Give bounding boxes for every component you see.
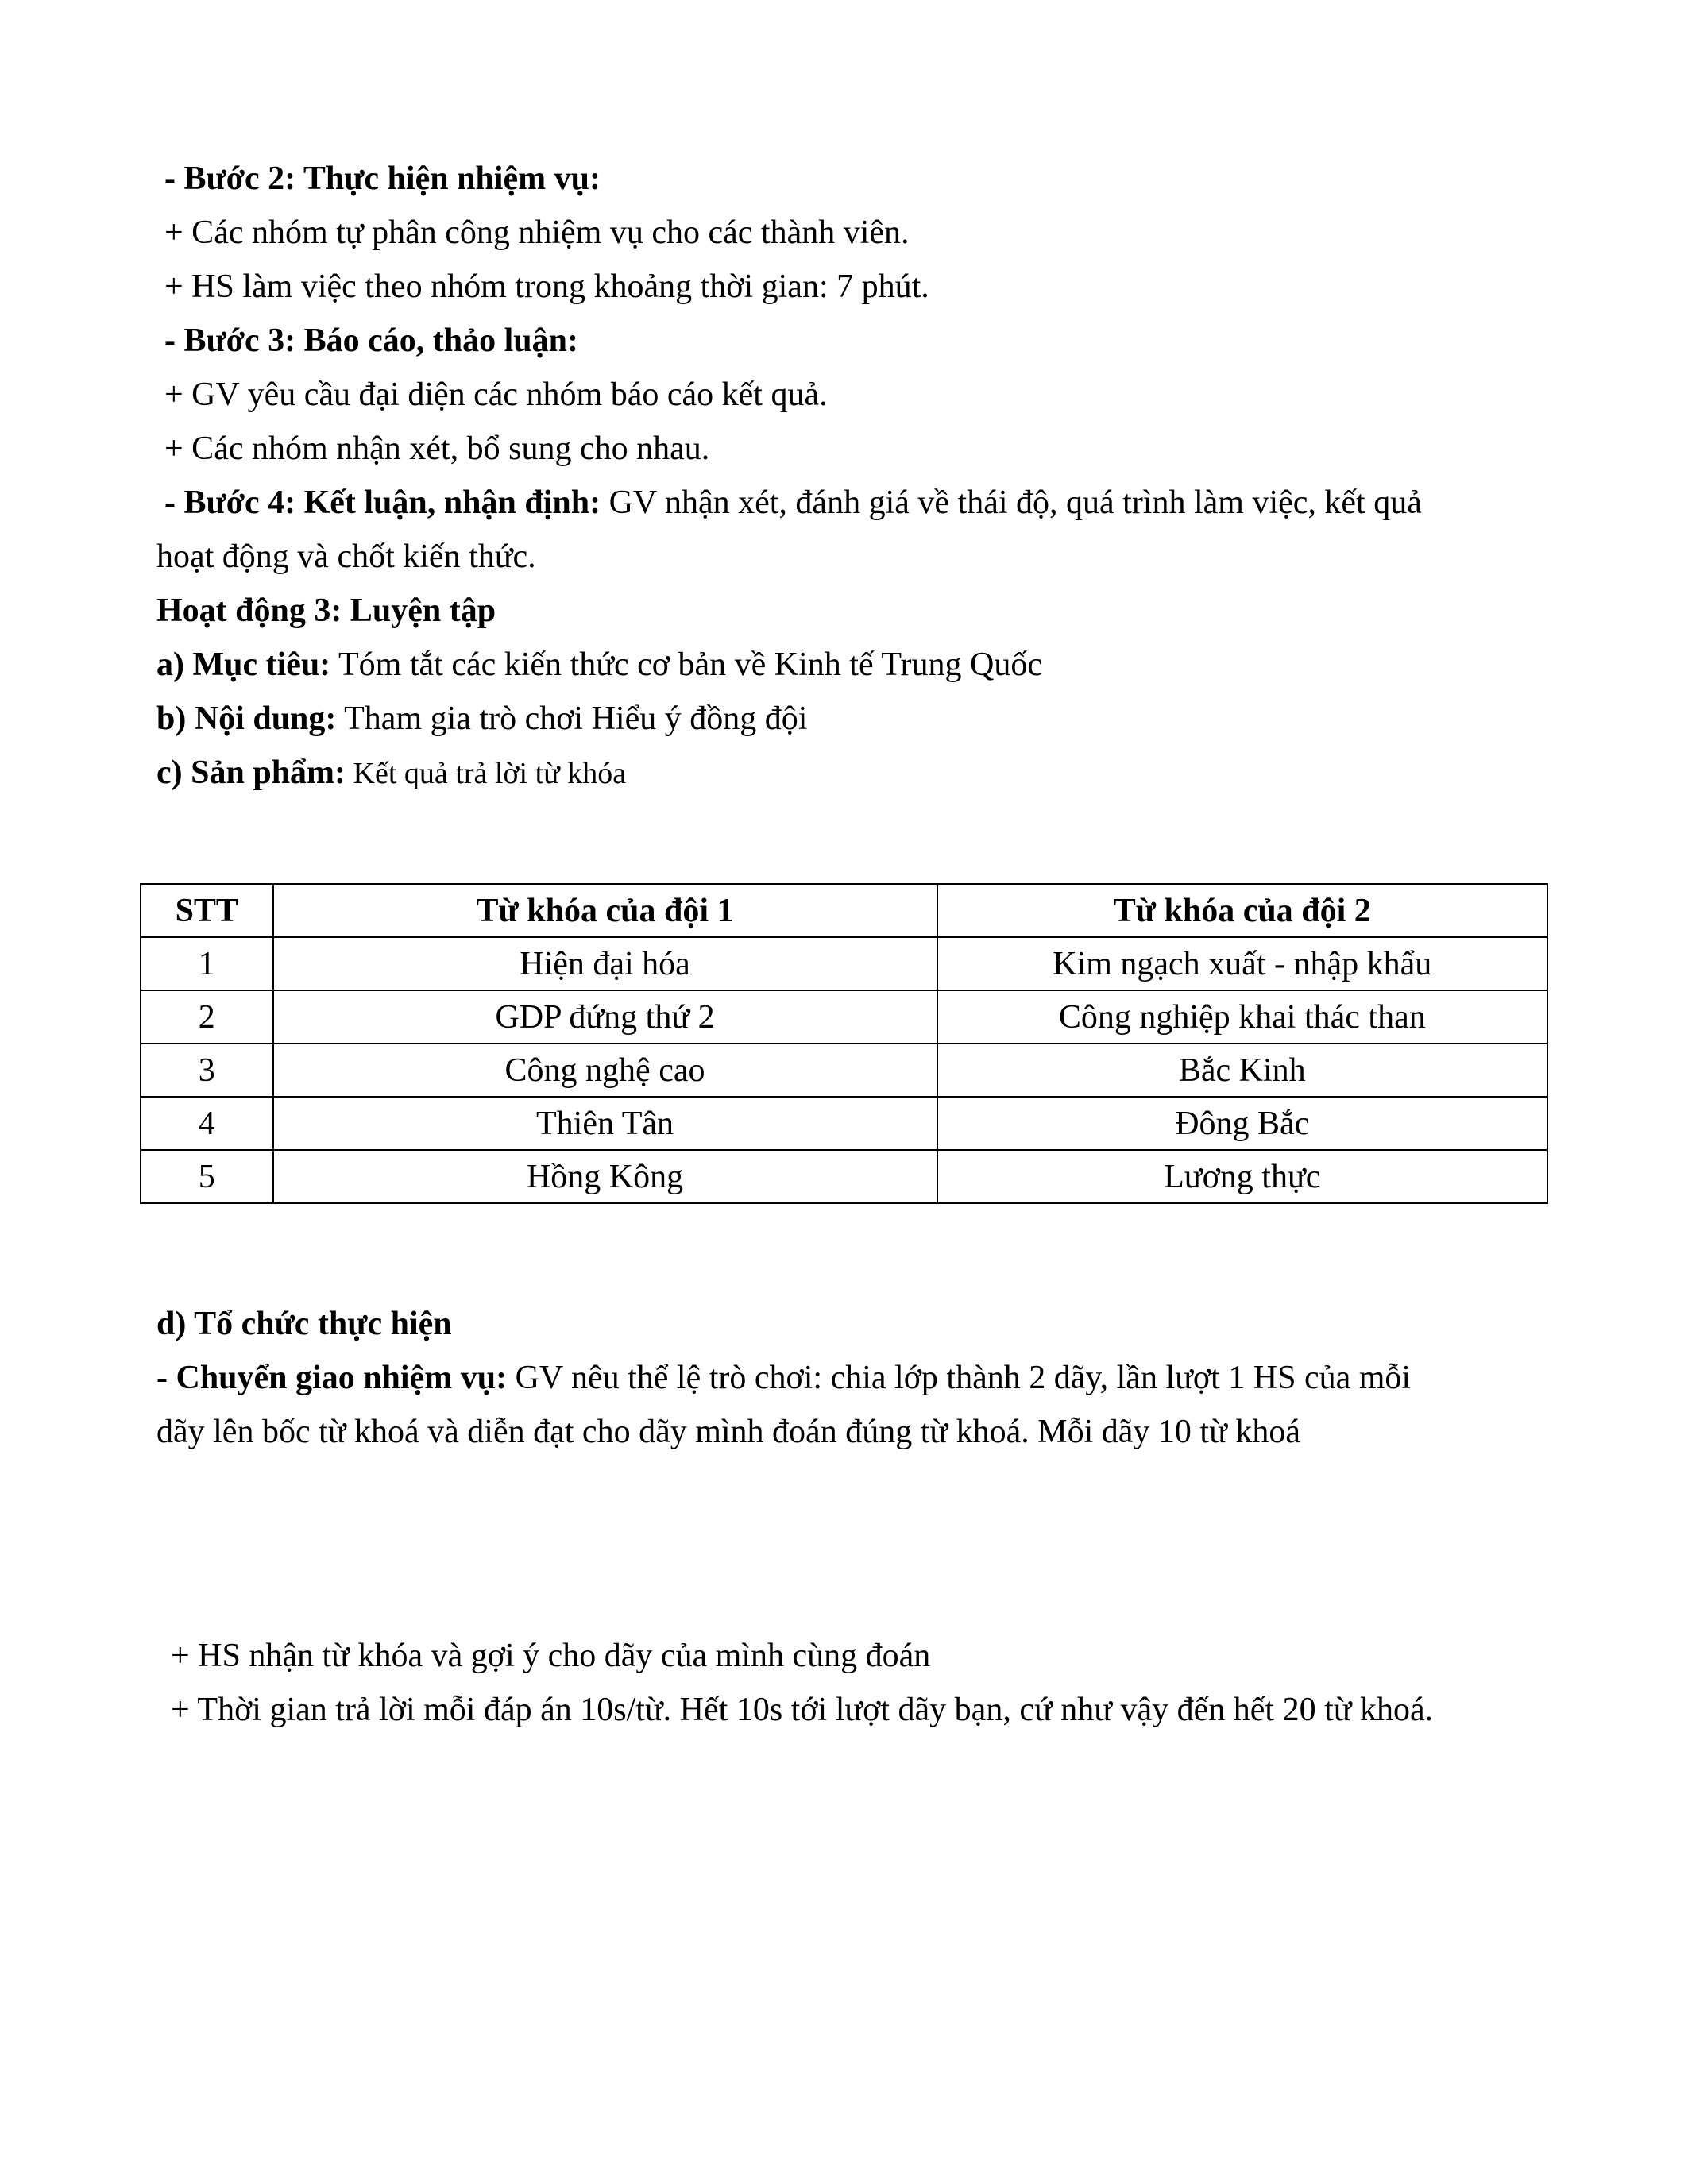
organize-title: d) Tổ chức thực hiện — [156, 1306, 452, 1342]
cell-stt: 1 — [141, 937, 273, 990]
cell-team-2: Kim ngạch xuất - nhập khẩu — [937, 937, 1547, 990]
header-team-1: Từ khóa của đội 1 — [273, 884, 937, 937]
step2-item-1: + Các nhóm tự phân công nhiệm vụ cho các thành viên. — [164, 214, 910, 251]
organize-task-text-2: dãy lên bốc từ khoá và diễn đạt cho dãy mình đoán đúng từ khoá. Mỗi dãy 10 từ khoá — [156, 1414, 1300, 1450]
cell-stt: 4 — [141, 1097, 273, 1150]
table-header-row — [141, 884, 1547, 937]
step4-label: - Bước 4: Kết luận, nhận định: — [164, 484, 601, 521]
cell-team-1: Hồng Kông — [273, 1150, 937, 1203]
table-row — [141, 1097, 1547, 1150]
activity3-content: b) Nội dung: Tham gia trò chơi Hiểu ý đồng đội — [156, 700, 808, 737]
cell-team-1: Hiện đại hóa — [273, 937, 937, 990]
cell-team-1: Thiên Tân — [273, 1097, 937, 1150]
keyword-table — [140, 883, 1548, 1204]
step2-item-2: + HS làm việc theo nhóm trong khoảng thời gian: 7 phút. — [164, 268, 929, 305]
header-team-2: Từ khóa của đội 2 — [937, 884, 1547, 937]
step2-heading: - Bước 2: Thực hiện nhiệm vụ: — [164, 160, 601, 197]
table-row — [141, 937, 1547, 990]
step4-text-2: hoạt động và chốt kiến thức. — [156, 538, 536, 575]
cell-team-2: Lương thực — [937, 1150, 1547, 1203]
organize-task-label: - Chuyển giao nhiệm vụ: — [156, 1360, 508, 1396]
cell-stt: 2 — [141, 990, 273, 1044]
activity3-goal: a) Mục tiêu: Tóm tắt các kiến thức cơ bản về Kinh tế Trung Quốc — [156, 646, 1042, 683]
table-row — [141, 1044, 1547, 1097]
step3-heading: - Bước 3: Báo cáo, thảo luận: — [164, 322, 578, 359]
organize-item-1: + HS nhận từ khóa và gợi ý cho dãy của mình cùng đoán — [171, 1638, 931, 1674]
cell-team-2: Công nghiệp khai thác than — [937, 990, 1547, 1044]
cell-stt: 5 — [141, 1150, 273, 1203]
organize-task-text-1: GV nêu thể lệ trò chơi: chia lớp thành 2 dãy, lần lượt 1 HS của mỗi — [507, 1360, 1412, 1396]
activity3-title: Hoạt động 3: Luyện tập — [156, 592, 496, 629]
cell-team-2: Đông Bắc — [937, 1097, 1547, 1150]
step3-item-1: + GV yêu cầu đại diện các nhóm báo cáo kết quả. — [164, 376, 828, 413]
cell-team-1: Công nghệ cao — [273, 1044, 937, 1097]
organize-item-2: + Thời gian trả lời mỗi đáp án 10s/từ. Hết 10s tới lượt dãy bạn, cứ như vậy đến hết 20 từ khoá. — [171, 1692, 1434, 1728]
step4-paragraph — [164, 476, 1422, 530]
organize-task — [156, 1351, 1411, 1405]
step4-text-1: GV nhận xét, đánh giá về thái độ, quá trình làm việc, kết quả — [601, 484, 1422, 521]
table-row — [141, 990, 1547, 1044]
step3-item-2: + Các nhóm nhận xét, bổ sung cho nhau. — [164, 430, 710, 467]
header-stt: STT — [141, 884, 273, 937]
activity3-product: c) Sản phẩm: Kết quả trả lời từ khóa — [156, 754, 627, 791]
table-row — [141, 1150, 1547, 1203]
cell-team-1: GDP đứng thứ 2 — [273, 990, 937, 1044]
cell-stt: 3 — [141, 1044, 273, 1097]
cell-team-2: Bắc Kinh — [937, 1044, 1547, 1097]
